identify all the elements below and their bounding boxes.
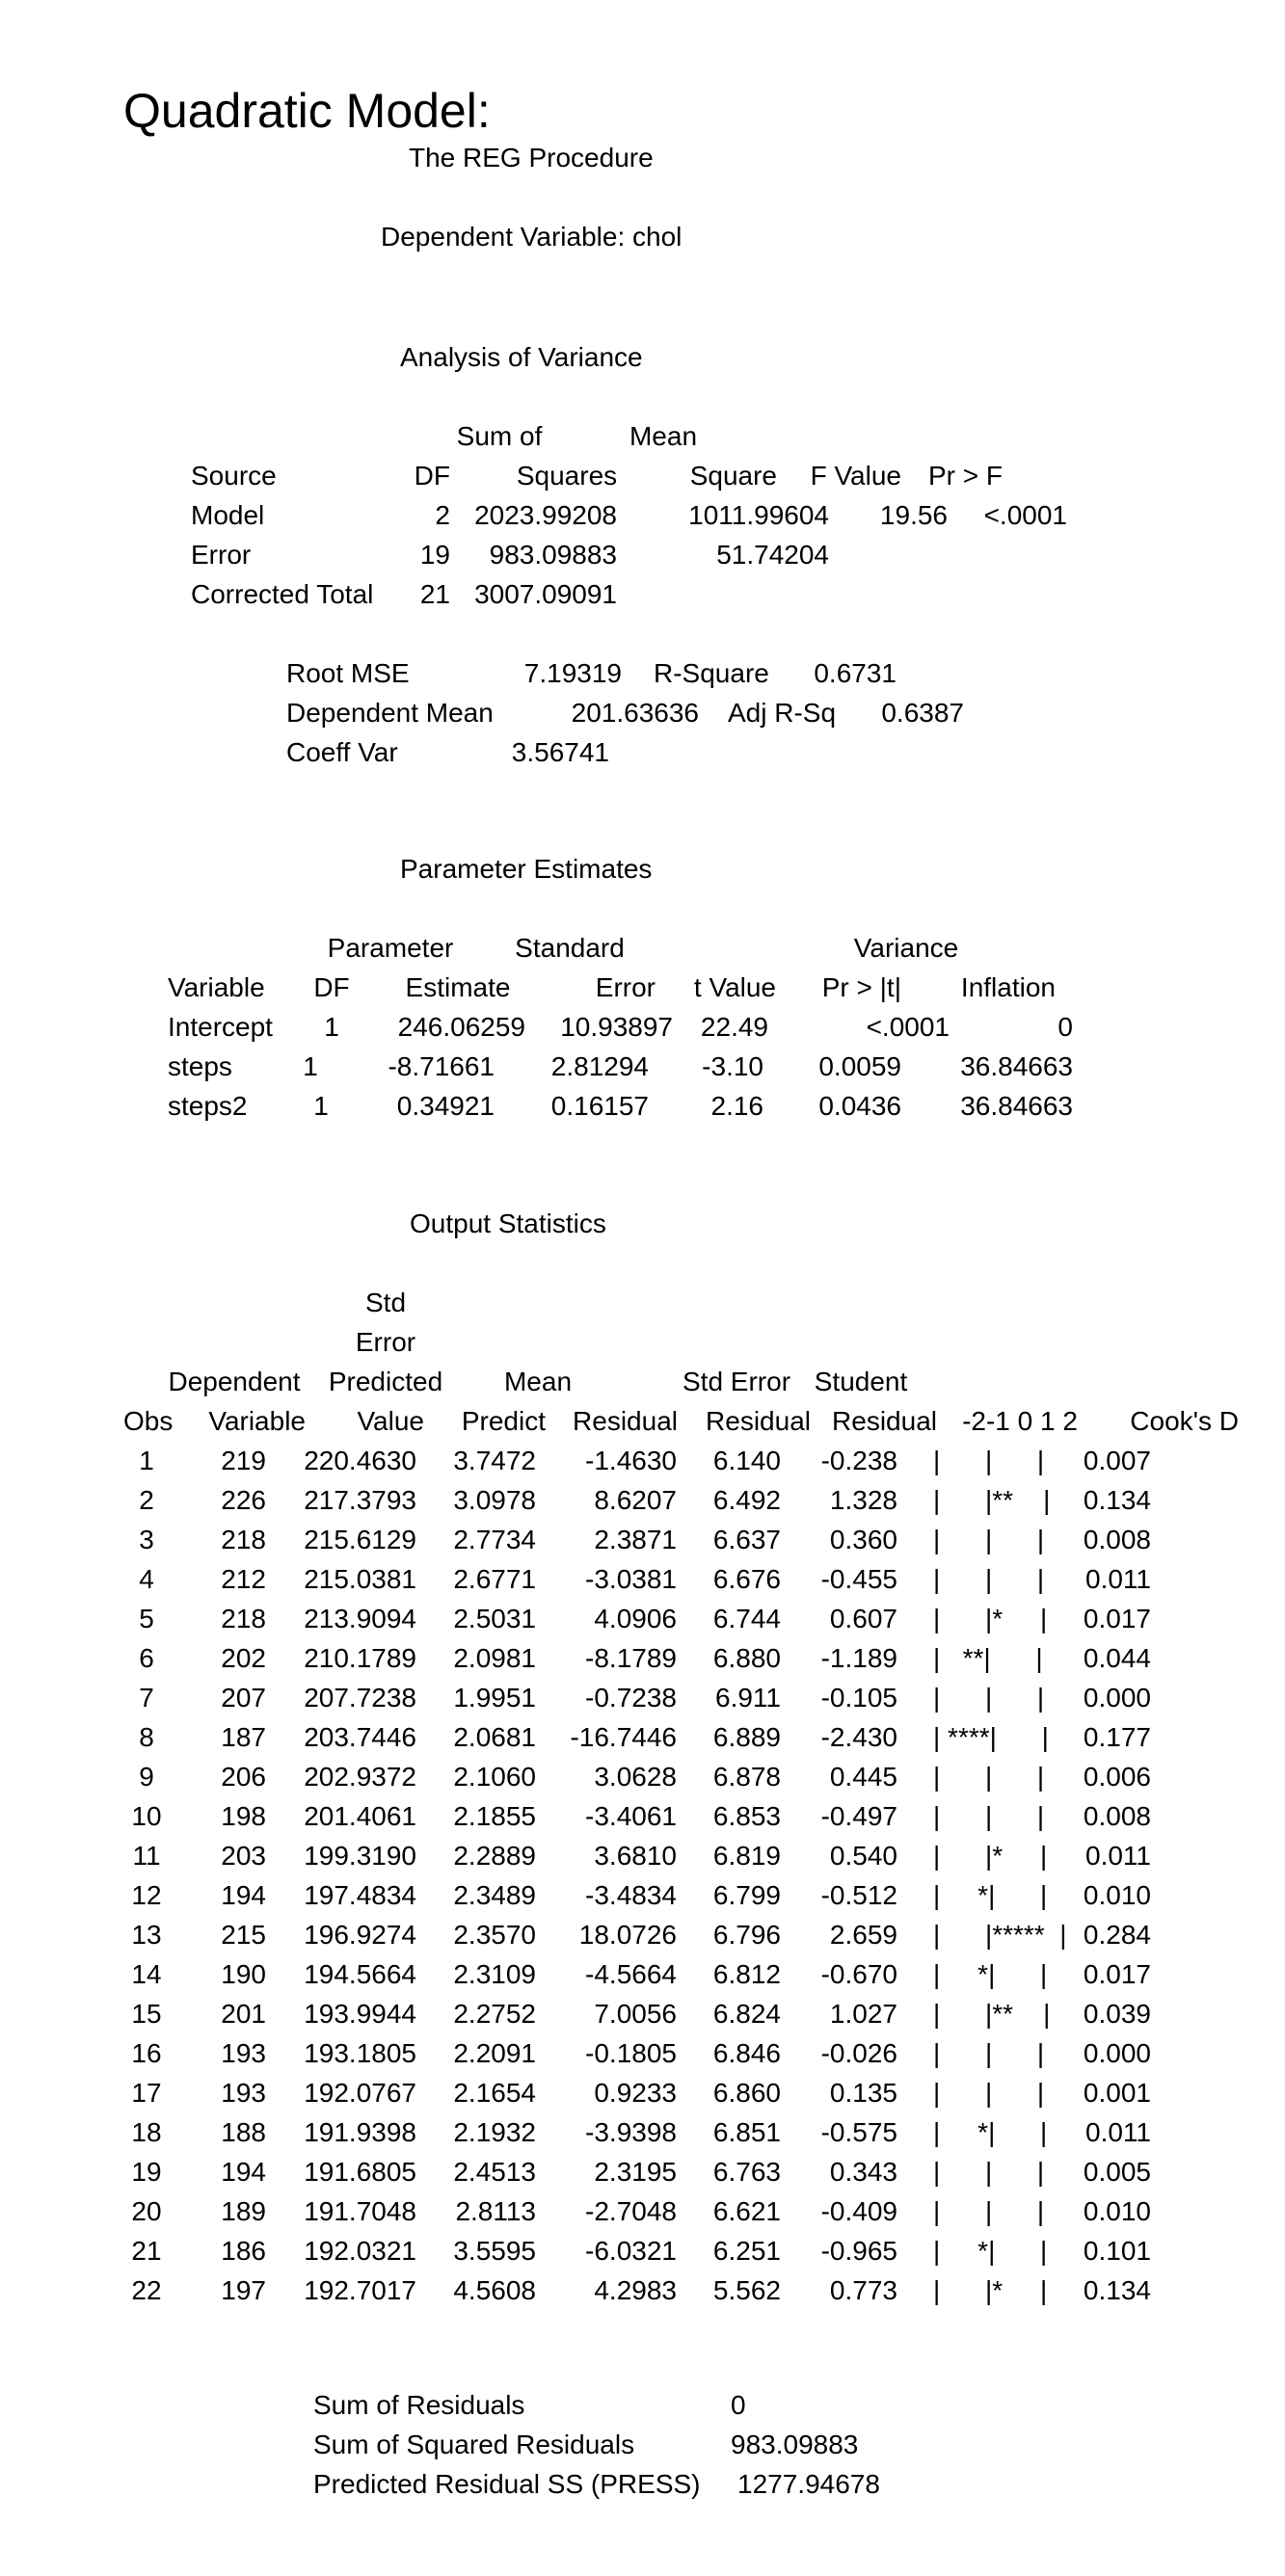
output-statistics-cell: -4.5664 — [585, 1959, 677, 1989]
output-statistics-cell: 5.562 — [712, 2275, 781, 2305]
output-statistics-cell: -0.497 — [820, 1801, 897, 1831]
output-statistics-cell: 6.251 — [712, 2236, 781, 2266]
output-statistics-cell: 186 — [221, 2236, 266, 2266]
output-statistics-cell: 1.027 — [829, 1999, 897, 2029]
parameter-estimate-cell: 0.0436 — [818, 1091, 901, 1121]
output-statistics-cell: 1 — [139, 1446, 154, 1475]
output-header: Student — [814, 1367, 908, 1396]
anova-column-header: Square — [689, 461, 777, 491]
output-header: Mean — [503, 1367, 573, 1396]
output-statistics-cell: 6.860 — [712, 2078, 781, 2108]
anova-cell: 983.09883 — [489, 540, 617, 570]
output-statistics-cell: 2.3570 — [453, 1920, 536, 1950]
output-statistics-cell: 2.3109 — [453, 1959, 536, 1989]
output-statistics-cell: 2.0981 — [453, 1643, 536, 1673]
output-statistics-cell: -8.1789 — [585, 1643, 677, 1673]
output-statistics-cell: 6.621 — [712, 2196, 781, 2226]
output-statistics-cell: 0.000 — [1083, 1683, 1151, 1713]
params-header-variance: Variance — [853, 933, 959, 963]
parameter-estimate-cell: 2.16 — [710, 1091, 763, 1121]
output-statistics-cell: 2.2091 — [453, 2038, 536, 2068]
output-statistics-cell: 3.0628 — [594, 1762, 677, 1792]
output-statistics-cell: 0.005 — [1083, 2157, 1151, 2187]
output-statistics-cell: 2.0681 — [453, 1722, 536, 1752]
output-statistics-cell: -0.512 — [820, 1880, 897, 1910]
output-statistics-cell: -0.409 — [820, 2196, 897, 2226]
page-title: Quadratic Model: — [123, 84, 491, 138]
anova-cell: 51.74204 — [716, 540, 829, 570]
output-statistics-cell: 0.773 — [829, 2275, 897, 2305]
anova-cell: Error — [191, 540, 252, 570]
output-header-std: Std — [364, 1288, 407, 1317]
output-statistics-cell: 22 — [131, 2275, 162, 2305]
output-statistics-cell: 6.824 — [712, 1999, 781, 2029]
output-statistics-cell: 207.7238 — [304, 1683, 416, 1713]
fit-statistic: 0.6387 — [881, 698, 964, 728]
output-statistics-cell: 6.637 — [712, 1525, 781, 1554]
output-statistics-cell: 21 — [131, 2236, 162, 2266]
output-statistics-cell: 0.134 — [1083, 1485, 1151, 1515]
output-statistics-cell: 0.343 — [829, 2157, 897, 2187]
residual-plot-cell: | | | — [933, 2196, 1045, 2226]
summary-value: 1277.94678 — [737, 2469, 880, 2499]
output-statistics-cell: 220.4630 — [304, 1446, 416, 1475]
params-column-header: t Value — [693, 972, 776, 1002]
output-statistics-cell: 6.853 — [712, 1801, 781, 1831]
output-statistics-cell: -0.026 — [820, 2038, 897, 2068]
output-statistics-cell: 9 — [139, 1762, 154, 1792]
dependent-variable-label: Dependent Variable: chol — [381, 222, 683, 252]
output-statistics-cell: 189 — [221, 2196, 266, 2226]
anova-cell: <.0001 — [983, 500, 1067, 530]
output-statistics-cell: 188 — [221, 2117, 266, 2147]
output-statistics-cell: 206 — [221, 1762, 266, 1792]
output-statistics-cell: 196.9274 — [304, 1920, 416, 1950]
output-statistics-cell: 0.101 — [1083, 2236, 1151, 2266]
output-statistics-cell: 6.880 — [712, 1643, 781, 1673]
params-column-header: DF — [313, 972, 350, 1002]
output-statistics-cell: 2.4513 — [453, 2157, 536, 2187]
output-statistics-cell: 0.006 — [1083, 1762, 1151, 1792]
fit-statistic: R-Square — [654, 658, 769, 688]
output-statistics-cell: 4.0906 — [594, 1604, 677, 1633]
parameter-estimate-cell: 22.49 — [700, 1012, 768, 1042]
output-statistics-cell: 8 — [139, 1722, 154, 1752]
output-statistics-cell: -3.4061 — [585, 1801, 677, 1831]
output-statistics-cell: 2.2752 — [453, 1999, 536, 2029]
summary-label: Sum of Squared Residuals — [313, 2430, 635, 2459]
output-statistics-cell: 193 — [221, 2078, 266, 2108]
output-statistics-cell: 6.140 — [712, 1446, 781, 1475]
output-statistics-cell: 6.851 — [712, 2117, 781, 2147]
output-statistics-cell: 2.659 — [829, 1920, 897, 1950]
output-statistics-cell: 0.000 — [1083, 2038, 1151, 2068]
anova-column-header: Source — [191, 461, 277, 491]
output-statistics-cell: -3.4834 — [585, 1880, 677, 1910]
parameter-estimate-cell: Intercept — [168, 1012, 273, 1042]
output-statistics-cell: 213.9094 — [304, 1604, 416, 1633]
output-statistics-cell: 0.010 — [1083, 1880, 1151, 1910]
params-column-header: Variable — [168, 972, 265, 1002]
output-column-header: Variable — [208, 1406, 306, 1436]
parameter-estimate-cell: 10.93897 — [560, 1012, 673, 1042]
output-statistics-cell: 2 — [139, 1485, 154, 1515]
output-statistics-cell: 197 — [221, 2275, 266, 2305]
parameter-estimate-cell: 0 — [1057, 1012, 1073, 1042]
summary-label: Sum of Residuals — [313, 2390, 525, 2420]
output-statistics-cell: 0.135 — [829, 2078, 897, 2108]
output-statistics-cell: 2.1932 — [453, 2117, 536, 2147]
parameter-estimates-heading: Parameter Estimates — [400, 854, 653, 884]
output-statistics-cell: 5 — [139, 1604, 154, 1633]
output-statistics-cell: 192.0767 — [304, 2078, 416, 2108]
summary-value: 983.09883 — [731, 2430, 859, 2459]
output-statistics-cell: 2.5031 — [453, 1604, 536, 1633]
output-statistics-cell: -6.0321 — [585, 2236, 677, 2266]
residual-plot-cell: | *| | — [933, 1959, 1048, 1989]
output-statistics-cell: 0.008 — [1083, 1525, 1151, 1554]
output-statistics-cell: -0.965 — [820, 2236, 897, 2266]
output-statistics-cell: 190 — [221, 1959, 266, 1989]
output-statistics-cell: -0.575 — [820, 2117, 897, 2147]
output-statistics-cell: 191.7048 — [304, 2196, 416, 2226]
output-statistics-cell: -0.455 — [820, 1564, 897, 1594]
output-statistics-cell: 203 — [221, 1841, 266, 1871]
output-statistics-cell: 191.6805 — [304, 2157, 416, 2187]
output-statistics-cell: 1.9951 — [453, 1683, 536, 1713]
output-statistics-cell: 13 — [131, 1920, 162, 1950]
output-column-header: Cook's D — [1130, 1406, 1239, 1436]
residual-plot-cell: | |** | — [933, 1999, 1051, 2029]
output-statistics-cell: 3.0978 — [453, 1485, 536, 1515]
anova-column-header: Pr > F — [927, 461, 1003, 491]
output-statistics-cell: 14 — [131, 1959, 162, 1989]
parameter-estimate-cell: 1 — [313, 1091, 329, 1121]
output-statistics-cell: 0.011 — [1085, 1841, 1151, 1871]
output-statistics-cell: 7.0056 — [594, 1999, 677, 2029]
output-statistics-cell: 3.6810 — [594, 1841, 677, 1871]
output-statistics-cell: 0.284 — [1083, 1920, 1151, 1950]
output-statistics-cell: 3.5595 — [453, 2236, 536, 2266]
output-statistics-cell: 210.1789 — [304, 1643, 416, 1673]
output-statistics-cell: 18 — [131, 2117, 162, 2147]
residual-plot-cell: | | | — [933, 1446, 1045, 1475]
output-column-header: Predict — [461, 1406, 546, 1436]
output-statistics-cell: 192.7017 — [304, 2275, 416, 2305]
output-statistics-cell: 6.763 — [712, 2157, 781, 2187]
output-statistics-cell: 0.017 — [1083, 1604, 1151, 1633]
anova-header-mean: Mean — [629, 421, 698, 451]
parameter-estimate-cell: steps — [168, 1051, 232, 1081]
output-statistics-cell: 187 — [221, 1722, 266, 1752]
parameter-estimate-cell: -3.10 — [702, 1051, 763, 1081]
output-statistics-cell: 12 — [131, 1880, 162, 1910]
output-statistics-cell: 2.1654 — [453, 2078, 536, 2108]
output-statistics-cell: 2.7734 — [453, 1525, 536, 1554]
output-column-header: Residual — [706, 1406, 811, 1436]
params-column-header: Inflation — [960, 972, 1056, 1002]
output-statistics-cell: 6.492 — [712, 1485, 781, 1515]
output-column-header: Obs — [123, 1406, 174, 1436]
output-statistics-cell: 0.044 — [1083, 1643, 1151, 1673]
output-statistics-cell: -2.430 — [820, 1722, 897, 1752]
residual-plot-cell: | **| | — [933, 1643, 1043, 1673]
output-statistics-cell: 19 — [131, 2157, 162, 2187]
output-statistics-cell: 219 — [221, 1446, 266, 1475]
output-statistics-cell: 18.0726 — [578, 1920, 677, 1950]
output-statistics-cell: 194 — [221, 1880, 266, 1910]
anova-cell: Model — [191, 500, 265, 530]
output-statistics-cell: 15 — [131, 1999, 162, 2029]
output-statistics-cell: 11 — [132, 1841, 161, 1871]
parameter-estimate-cell: 0.34921 — [396, 1091, 495, 1121]
output-statistics-cell: 218 — [221, 1604, 266, 1633]
residual-plot-cell: | | | — [933, 1683, 1045, 1713]
residual-plot-cell: | |** | — [933, 1485, 1051, 1515]
output-header: Predicted — [328, 1367, 443, 1396]
parameter-estimate-cell: <.0001 — [866, 1012, 950, 1042]
fit-statistic: 201.63636 — [571, 698, 699, 728]
anova-column-header: F Value — [810, 461, 901, 491]
anova-cell: 21 — [419, 579, 450, 609]
output-statistics-cell: 6.889 — [712, 1722, 781, 1752]
anova-cell: 19 — [419, 540, 450, 570]
output-statistics-cell: 194 — [221, 2157, 266, 2187]
parameter-estimate-cell: 1 — [303, 1051, 318, 1081]
output-statistics-cell: 4 — [139, 1564, 154, 1594]
summary-label: Predicted Residual SS (PRESS) — [313, 2469, 701, 2499]
residual-plot-cell: | |* | — [933, 1604, 1048, 1633]
output-statistics-cell: 193 — [221, 2038, 266, 2068]
output-statistics-cell: 0.011 — [1085, 1564, 1151, 1594]
output-statistics-cell: 3.7472 — [453, 1446, 536, 1475]
output-statistics-cell: 197.4834 — [304, 1880, 416, 1910]
output-statistics-cell: 2.3871 — [594, 1525, 677, 1554]
output-statistics-cell: 8.6207 — [594, 1485, 677, 1515]
output-statistics-cell: 2.8113 — [455, 2196, 536, 2226]
output-statistics-cell: 1.328 — [829, 1485, 897, 1515]
fit-statistic: 0.6731 — [814, 658, 897, 688]
output-statistics-cell: 191.9398 — [304, 2117, 416, 2147]
anova-column-header: Squares — [516, 461, 618, 491]
output-statistics-cell: -1.189 — [820, 1643, 897, 1673]
residual-plot-cell: | *| | — [933, 1880, 1048, 1910]
output-statistics-cell: 17 — [131, 2078, 162, 2108]
output-statistics-cell: -0.1805 — [585, 2038, 677, 2068]
output-header: Std Error — [682, 1367, 791, 1396]
output-statistics-cell: 226 — [221, 1485, 266, 1515]
output-statistics-cell: 201.4061 — [304, 1801, 416, 1831]
output-statistics-cell: 0.540 — [829, 1841, 897, 1871]
output-statistics-cell: 218 — [221, 1525, 266, 1554]
output-statistics-cell: 212 — [221, 1564, 266, 1594]
output-statistics-cell: 192.0321 — [304, 2236, 416, 2266]
parameter-estimate-cell: 0.16157 — [550, 1091, 649, 1121]
output-statistics-cell: 2.3195 — [594, 2157, 677, 2187]
anova-cell: 1011.99604 — [688, 500, 829, 530]
output-statistics-cell: -2.7048 — [585, 2196, 677, 2226]
parameter-estimate-cell: steps2 — [168, 1091, 248, 1121]
output-statistics-cell: 0.001 — [1083, 2078, 1151, 2108]
output-statistics-cell: 199.3190 — [304, 1841, 416, 1871]
params-column-header: Pr > |t| — [821, 972, 901, 1002]
output-statistics-cell: 0.011 — [1085, 2117, 1151, 2147]
output-statistics-cell: 6.846 — [712, 2038, 781, 2068]
parameter-estimate-cell: 0.0059 — [818, 1051, 901, 1081]
output-statistics-cell: 10 — [131, 1801, 162, 1831]
anova-cell: 2023.99208 — [474, 500, 617, 530]
fit-statistic: Dependent Mean — [286, 698, 494, 728]
residual-plot-cell: | | | — [933, 2078, 1045, 2108]
residual-plot-cell: | ****| | — [933, 1722, 1049, 1752]
parameter-estimate-cell: 246.06259 — [397, 1012, 525, 1042]
output-column-header: -2-1 0 1 2 — [962, 1406, 1078, 1436]
output-statistics-cell: -1.4630 — [585, 1446, 677, 1475]
residual-plot-cell: | |***** | — [933, 1920, 1067, 1950]
anova-cell: 19.56 — [879, 500, 948, 530]
parameter-estimate-cell: 36.84663 — [960, 1091, 1073, 1121]
anova-header-sum-of: Sum of — [456, 421, 543, 451]
output-statistics-cell: 217.3793 — [304, 1485, 416, 1515]
output-statistics-cell: -0.238 — [820, 1446, 897, 1475]
output-statistics-cell: 6.676 — [712, 1564, 781, 1594]
output-statistics-cell: 6.819 — [712, 1841, 781, 1871]
output-statistics-cell: 2.1855 — [453, 1801, 536, 1831]
anova-cell: 2 — [435, 500, 450, 530]
params-header-parameter: Parameter — [327, 933, 454, 963]
parameter-estimate-cell: 2.81294 — [550, 1051, 649, 1081]
output-statistics-cell: 6.799 — [712, 1880, 781, 1910]
output-statistics-cell: 194.5664 — [304, 1959, 416, 1989]
output-statistics-cell: 202 — [221, 1643, 266, 1673]
output-statistics-cell: 215.6129 — [304, 1525, 416, 1554]
anova-column-header: DF — [414, 461, 450, 491]
output-statistics-cell: 0.177 — [1083, 1722, 1151, 1752]
output-column-header: Residual — [573, 1406, 678, 1436]
output-statistics-cell: 4.2983 — [594, 2275, 677, 2305]
output-statistics-cell: 0.008 — [1083, 1801, 1151, 1831]
output-statistics-cell: 16 — [131, 2038, 162, 2068]
residual-plot-cell: | |* | — [933, 2275, 1048, 2305]
output-statistics-cell: 6.744 — [712, 1604, 781, 1633]
output-statistics-cell: 6.796 — [712, 1920, 781, 1950]
output-header-error: Error — [355, 1327, 416, 1357]
output-column-header: Value — [357, 1406, 424, 1436]
output-header: Dependent — [168, 1367, 301, 1396]
parameter-estimate-cell: 36.84663 — [960, 1051, 1073, 1081]
output-statistics-cell: 6.812 — [712, 1959, 781, 1989]
residual-plot-cell: | | | — [933, 1801, 1045, 1831]
anova-heading: Analysis of Variance — [400, 342, 643, 372]
residual-plot-cell: | | | — [933, 1762, 1045, 1792]
output-statistics-cell: 6.911 — [715, 1683, 781, 1713]
summary-value: 0 — [731, 2390, 746, 2420]
output-statistics-cell: -0.105 — [820, 1683, 897, 1713]
fit-statistic: Adj R-Sq — [728, 698, 837, 728]
output-statistics-cell: 193.1805 — [304, 2038, 416, 2068]
params-column-header: Estimate — [405, 972, 511, 1002]
output-statistics-cell: 7 — [139, 1683, 154, 1713]
parameter-estimate-cell: 1 — [324, 1012, 339, 1042]
output-statistics-cell: 193.9944 — [304, 1999, 416, 2029]
output-statistics-cell: 215.0381 — [304, 1564, 416, 1594]
output-statistics-cell: 0.039 — [1083, 1999, 1151, 2029]
residual-plot-cell: | | | — [933, 1525, 1045, 1554]
fit-statistic: Coeff Var — [286, 737, 398, 767]
fit-statistic: Root MSE — [286, 658, 410, 688]
output-statistics-cell: 2.6771 — [453, 1564, 536, 1594]
output-statistics-cell: 0.134 — [1083, 2275, 1151, 2305]
output-column-header: Residual — [832, 1406, 937, 1436]
output-statistics-cell: 0.017 — [1083, 1959, 1151, 1989]
parameter-estimate-cell: -8.71661 — [388, 1051, 495, 1081]
output-statistics-cell: 215 — [221, 1920, 266, 1950]
residual-plot-cell: | | | — [933, 2157, 1045, 2187]
output-statistics-cell: 0.360 — [829, 1525, 897, 1554]
output-statistics-heading: Output Statistics — [410, 1208, 606, 1238]
fit-statistic: 7.19319 — [523, 658, 622, 688]
fit-statistic: 3.56741 — [511, 737, 609, 767]
output-statistics-cell: 2.3489 — [453, 1880, 536, 1910]
output-statistics-cell: 202.9372 — [304, 1762, 416, 1792]
procedure-heading: The REG Procedure — [409, 143, 654, 173]
output-statistics-cell: -0.7238 — [585, 1683, 677, 1713]
residual-plot-cell: | |* | — [933, 1841, 1048, 1871]
residual-plot-cell: | *| | — [933, 2117, 1048, 2147]
output-statistics-cell: 0.9233 — [594, 2078, 677, 2108]
output-statistics-cell: 4.5608 — [453, 2275, 536, 2305]
output-statistics-cell: 0.445 — [829, 1762, 897, 1792]
output-statistics-cell: 20 — [131, 2196, 162, 2226]
output-statistics-cell: 207 — [221, 1683, 266, 1713]
params-header-standard: Standard — [515, 933, 625, 963]
output-statistics-cell: -16.7446 — [570, 1722, 677, 1752]
anova-cell: 3007.09091 — [474, 579, 617, 609]
output-statistics-cell: 0.007 — [1083, 1446, 1151, 1475]
output-statistics-cell: 6 — [139, 1643, 154, 1673]
anova-cell: Corrected Total — [191, 579, 374, 609]
residual-plot-cell: | *| | — [933, 2236, 1048, 2266]
output-statistics-cell: -3.0381 — [585, 1564, 677, 1594]
residual-plot-cell: | | | — [933, 2038, 1045, 2068]
output-statistics-cell: 201 — [221, 1999, 266, 2029]
output-statistics-cell: 2.2889 — [453, 1841, 536, 1871]
output-statistics-cell: -0.670 — [820, 1959, 897, 1989]
output-statistics-cell: 2.1060 — [453, 1762, 536, 1792]
residual-plot-cell: | | | — [933, 1564, 1045, 1594]
output-statistics-cell: 6.878 — [712, 1762, 781, 1792]
output-statistics-cell: 198 — [221, 1801, 266, 1831]
output-statistics-cell: 3 — [139, 1525, 154, 1554]
output-statistics-cell: -3.9398 — [585, 2117, 677, 2147]
output-statistics-cell: 203.7446 — [304, 1722, 416, 1752]
params-column-header: Error — [595, 972, 656, 1002]
output-statistics-cell: 0.010 — [1083, 2196, 1151, 2226]
output-statistics-cell: 0.607 — [829, 1604, 897, 1633]
